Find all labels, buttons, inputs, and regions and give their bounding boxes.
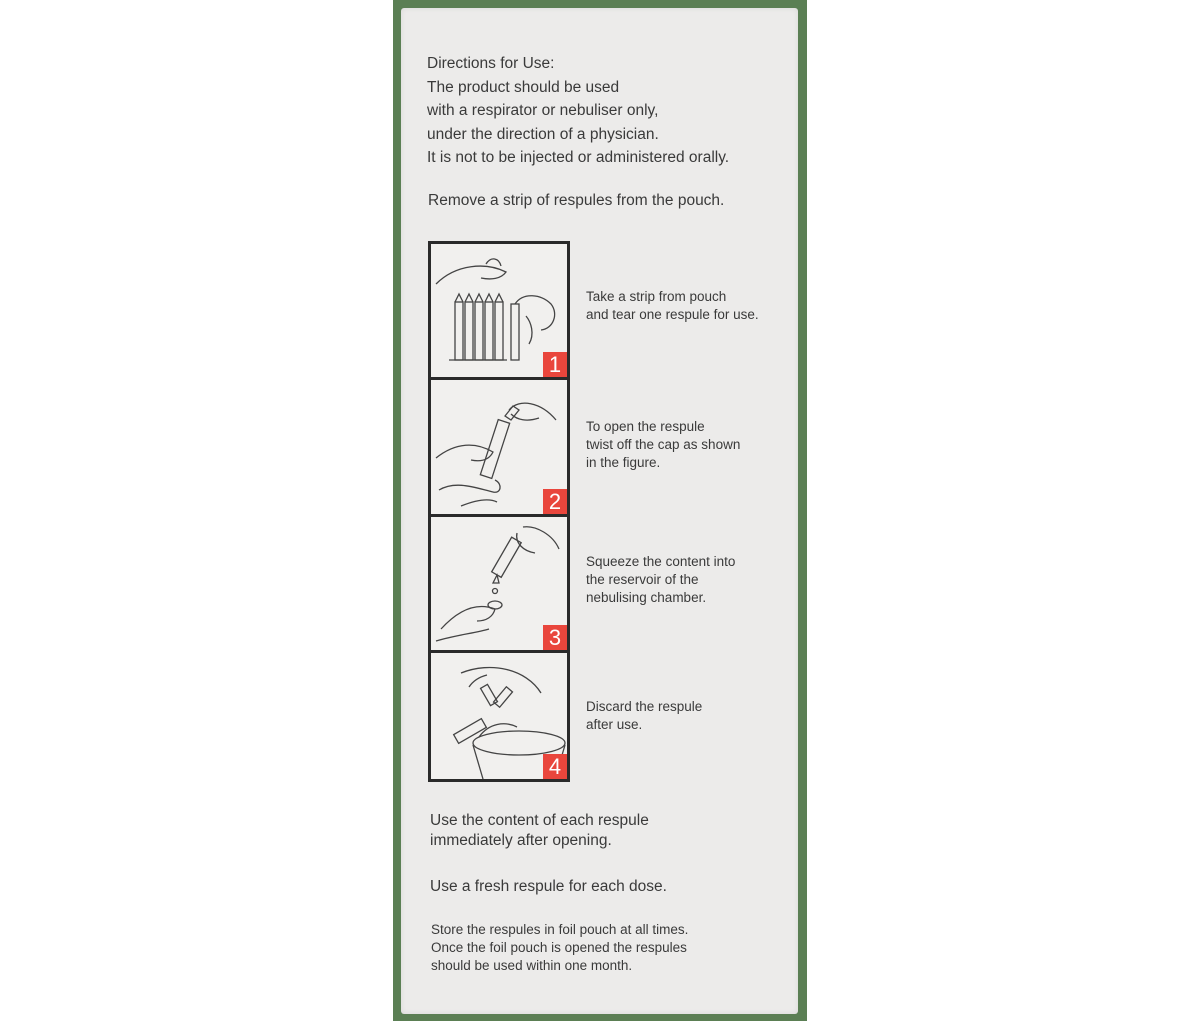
step-number-badge: 1	[543, 352, 567, 377]
fresh-respule-text: Use a fresh respule for each dose.	[430, 878, 667, 895]
step-3-line: the reservoir of the	[586, 572, 699, 587]
storage-line: Once the foil pouch is opened the respules	[431, 940, 687, 955]
step-number-badge: 4	[543, 754, 567, 779]
directions-heading: Directions for Use:	[427, 55, 555, 72]
directions-line: under the direction of a physician.	[427, 125, 659, 143]
step-2-line: in the figure.	[586, 455, 661, 470]
step-2-line: To open the respule	[586, 419, 705, 434]
step-4-illustration	[428, 650, 570, 782]
step-1-line: Take a strip from pouch	[586, 289, 727, 304]
step-1-illustration	[428, 241, 570, 380]
directions-intro	[427, 52, 787, 170]
storage-line: Store the respules in foil pouch at all times.	[431, 922, 689, 937]
step-4-line: after use.	[586, 717, 643, 732]
step-1-text	[586, 288, 791, 324]
step-3-text	[586, 553, 791, 607]
step-4-line: Discard the respule	[586, 699, 703, 714]
step-3-illustration	[428, 517, 570, 653]
directions-line: The product should be used	[427, 78, 620, 96]
immediate-line: Use the content of each respule	[430, 812, 649, 829]
step-4-text	[586, 698, 791, 734]
storage-line: should be used within one month.	[431, 958, 633, 973]
directions-line: with a respirator or nebuliser only,	[427, 102, 659, 119]
step-2-line: twist off the cap as shown	[586, 437, 741, 452]
immediate-line: immediately after opening.	[430, 832, 612, 849]
step-3-line: Squeeze the content into	[586, 554, 736, 569]
step-3-line: nebulising chamber.	[586, 590, 707, 605]
step-number-badge: 3	[543, 625, 567, 650]
immediate-use-text	[430, 811, 649, 851]
storage-text	[431, 921, 688, 975]
step-number-badge: 2	[543, 489, 567, 514]
step-2-illustration	[428, 380, 570, 517]
step-2-text	[586, 418, 791, 472]
directions-line: It is not to be injected or administered orally.	[427, 149, 730, 166]
instruction-leaflet	[401, 8, 798, 1014]
remove-strip-text: Remove a strip of respules from the pouch.	[428, 192, 725, 209]
step-1-line: and tear one respule for use.	[586, 307, 759, 322]
